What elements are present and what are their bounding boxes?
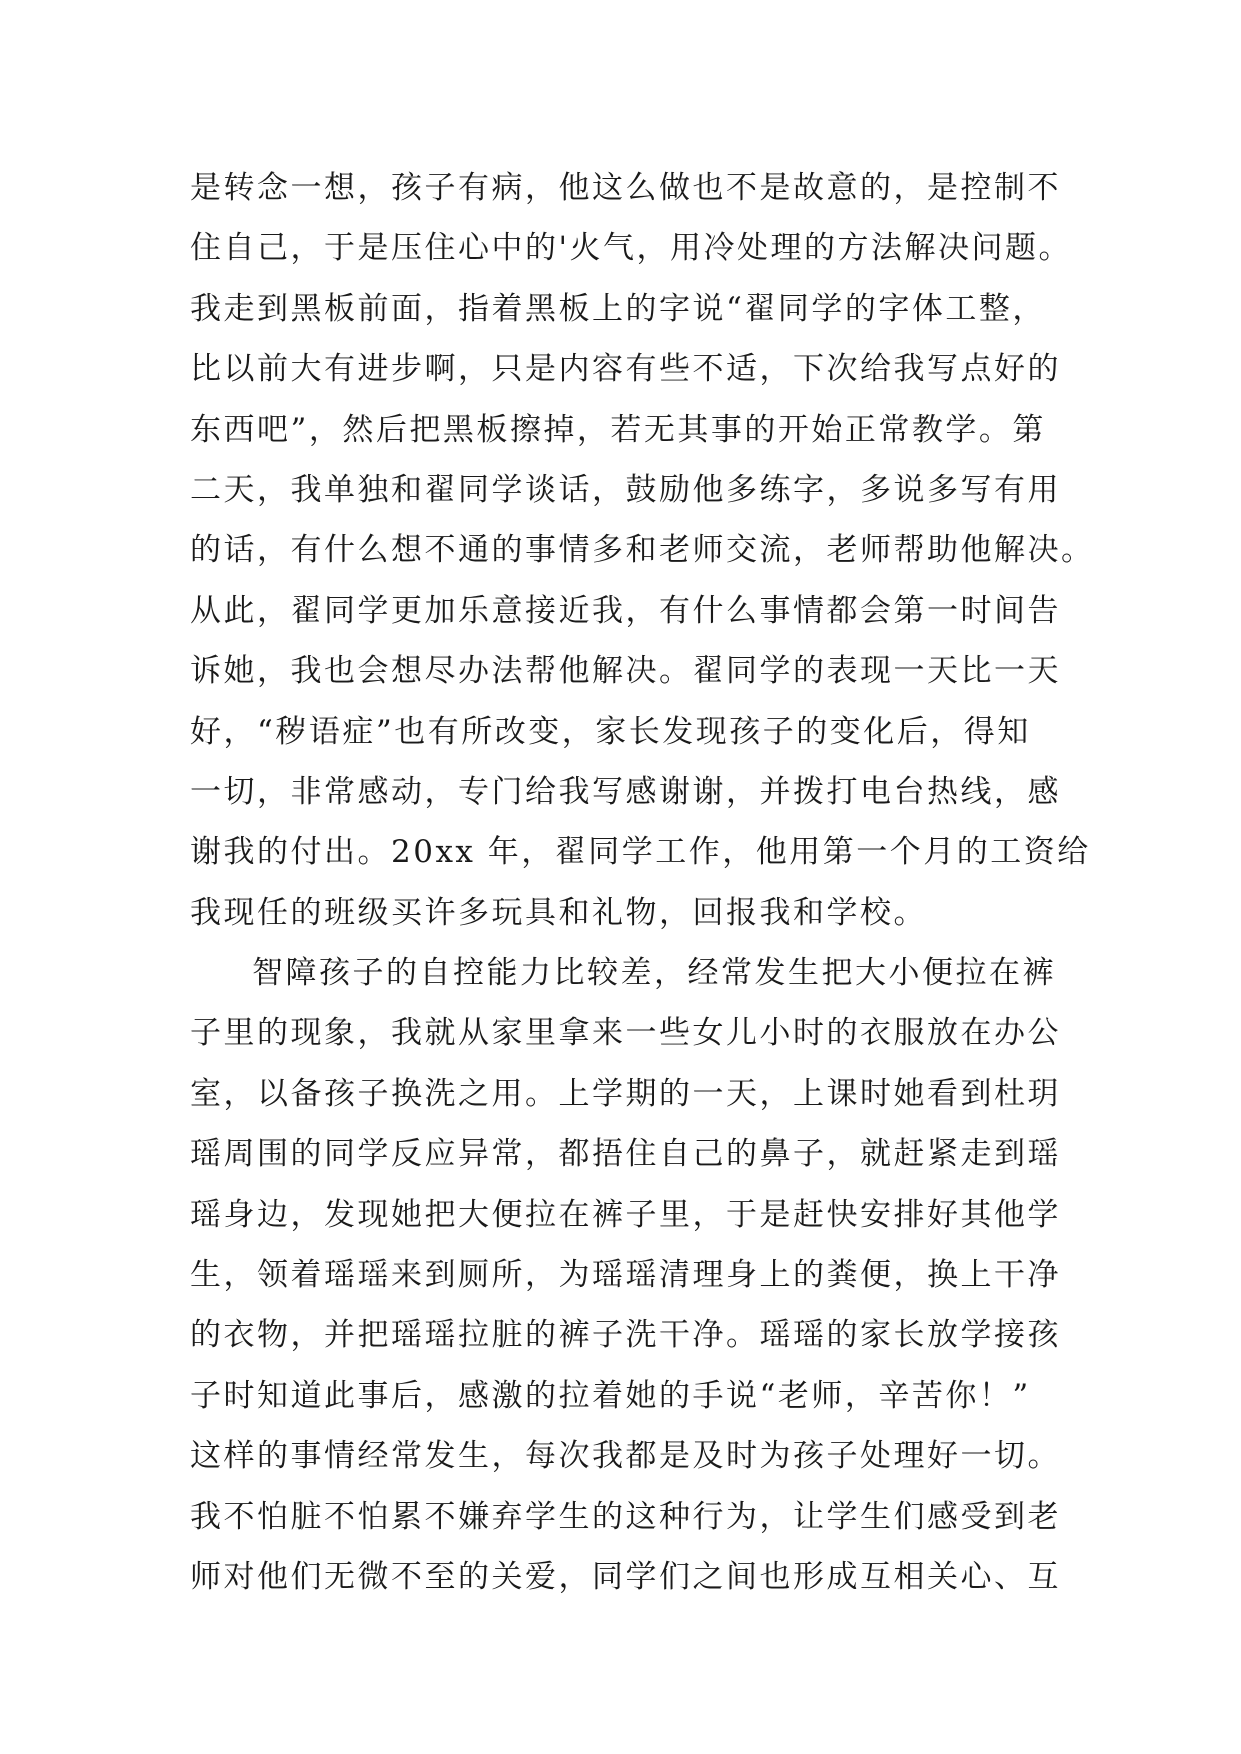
text-line: 我走到黑板前面，指着黑板上的字说“翟同学的字体工整， xyxy=(190,290,1046,327)
text-line: 我现任的班级买许多玩具和礼物，回报我和学校。 xyxy=(190,894,927,931)
body-text xyxy=(190,158,1095,1607)
text-line: 比以前大有进步啊，只是内容有些不适，下次给我写点好的 xyxy=(190,351,1061,388)
text-line: 师对他们无微不至的关爱，同学们之间也形成互相关心、互 xyxy=(190,1558,1061,1595)
text-line: 的衣物，并把瑶瑶拉脏的裤子洗干净。瑶瑶的家长放学接孩 xyxy=(190,1317,1061,1354)
text-line: 从此，翟同学更加乐意接近我，有什么事情都会第一时间告 xyxy=(190,592,1061,629)
text-line: 好，“秽语症”也有所改变，家长发现孩子的变化后，得知 xyxy=(190,713,1031,750)
text-line: 子里的现象，我就从家里拿来一些女儿小时的衣服放在办公 xyxy=(190,1015,1061,1052)
text-line: 住自己，于是压住心中的'火气，用冷处理的方法解决问题。 xyxy=(190,230,1073,267)
text-line: 二天，我单独和翟同学谈话，鼓励他多练字，多说多写有用 xyxy=(190,471,1061,508)
text-line: 生，领着瑶瑶来到厕所，为瑶瑶清理身上的粪便，换上干净 xyxy=(190,1257,1061,1294)
text-line: 是转念一想，孩子有病，他这么做也不是故意的，是控制不 xyxy=(190,170,1061,206)
text-line: 室，以备孩子换洗之用。上学期的一天，上课时她看到杜玥 xyxy=(190,1075,1061,1112)
text-line: 谢我的付出。20xx 年，翟同学工作，他用第一个月的工资给 xyxy=(190,834,1091,871)
text-line: 子时知道此事后，感激的拉着她的手说“老师，辛苦你！” xyxy=(190,1377,1031,1414)
text-line: 东西吧”，然后把黑板擦掉，若无其事的开始正常教学。第 xyxy=(190,411,1046,448)
text-line: 这样的事情经常发生，每次我都是及时为孩子处理好一切。 xyxy=(190,1438,1061,1475)
text-line: 我不怕脏不怕累不嫌弃学生的这种行为，让学生们感受到老 xyxy=(190,1498,1061,1535)
text-line: 瑶周围的同学反应异常，都捂住自己的鼻子，就赶紧走到瑶 xyxy=(190,1136,1061,1173)
text-line: 瑶身边，发现她把大便拉在裤子里，于是赶快安排好其他学 xyxy=(190,1196,1061,1233)
paragraph-start-line: 智障孩子的自控能力比较差，经常发生把大小便拉在裤 xyxy=(252,955,1056,992)
text-line: 一切，非常感动，专门给我写感谢谢，并拨打电台热线，感 xyxy=(190,773,1061,810)
text-line: 诉她，我也会想尽办法帮他解决。翟同学的表现一天比一天 xyxy=(190,653,1061,690)
text-line: 的话，有什么想不通的事情多和老师交流，老师帮助他解决。 xyxy=(190,532,1095,569)
